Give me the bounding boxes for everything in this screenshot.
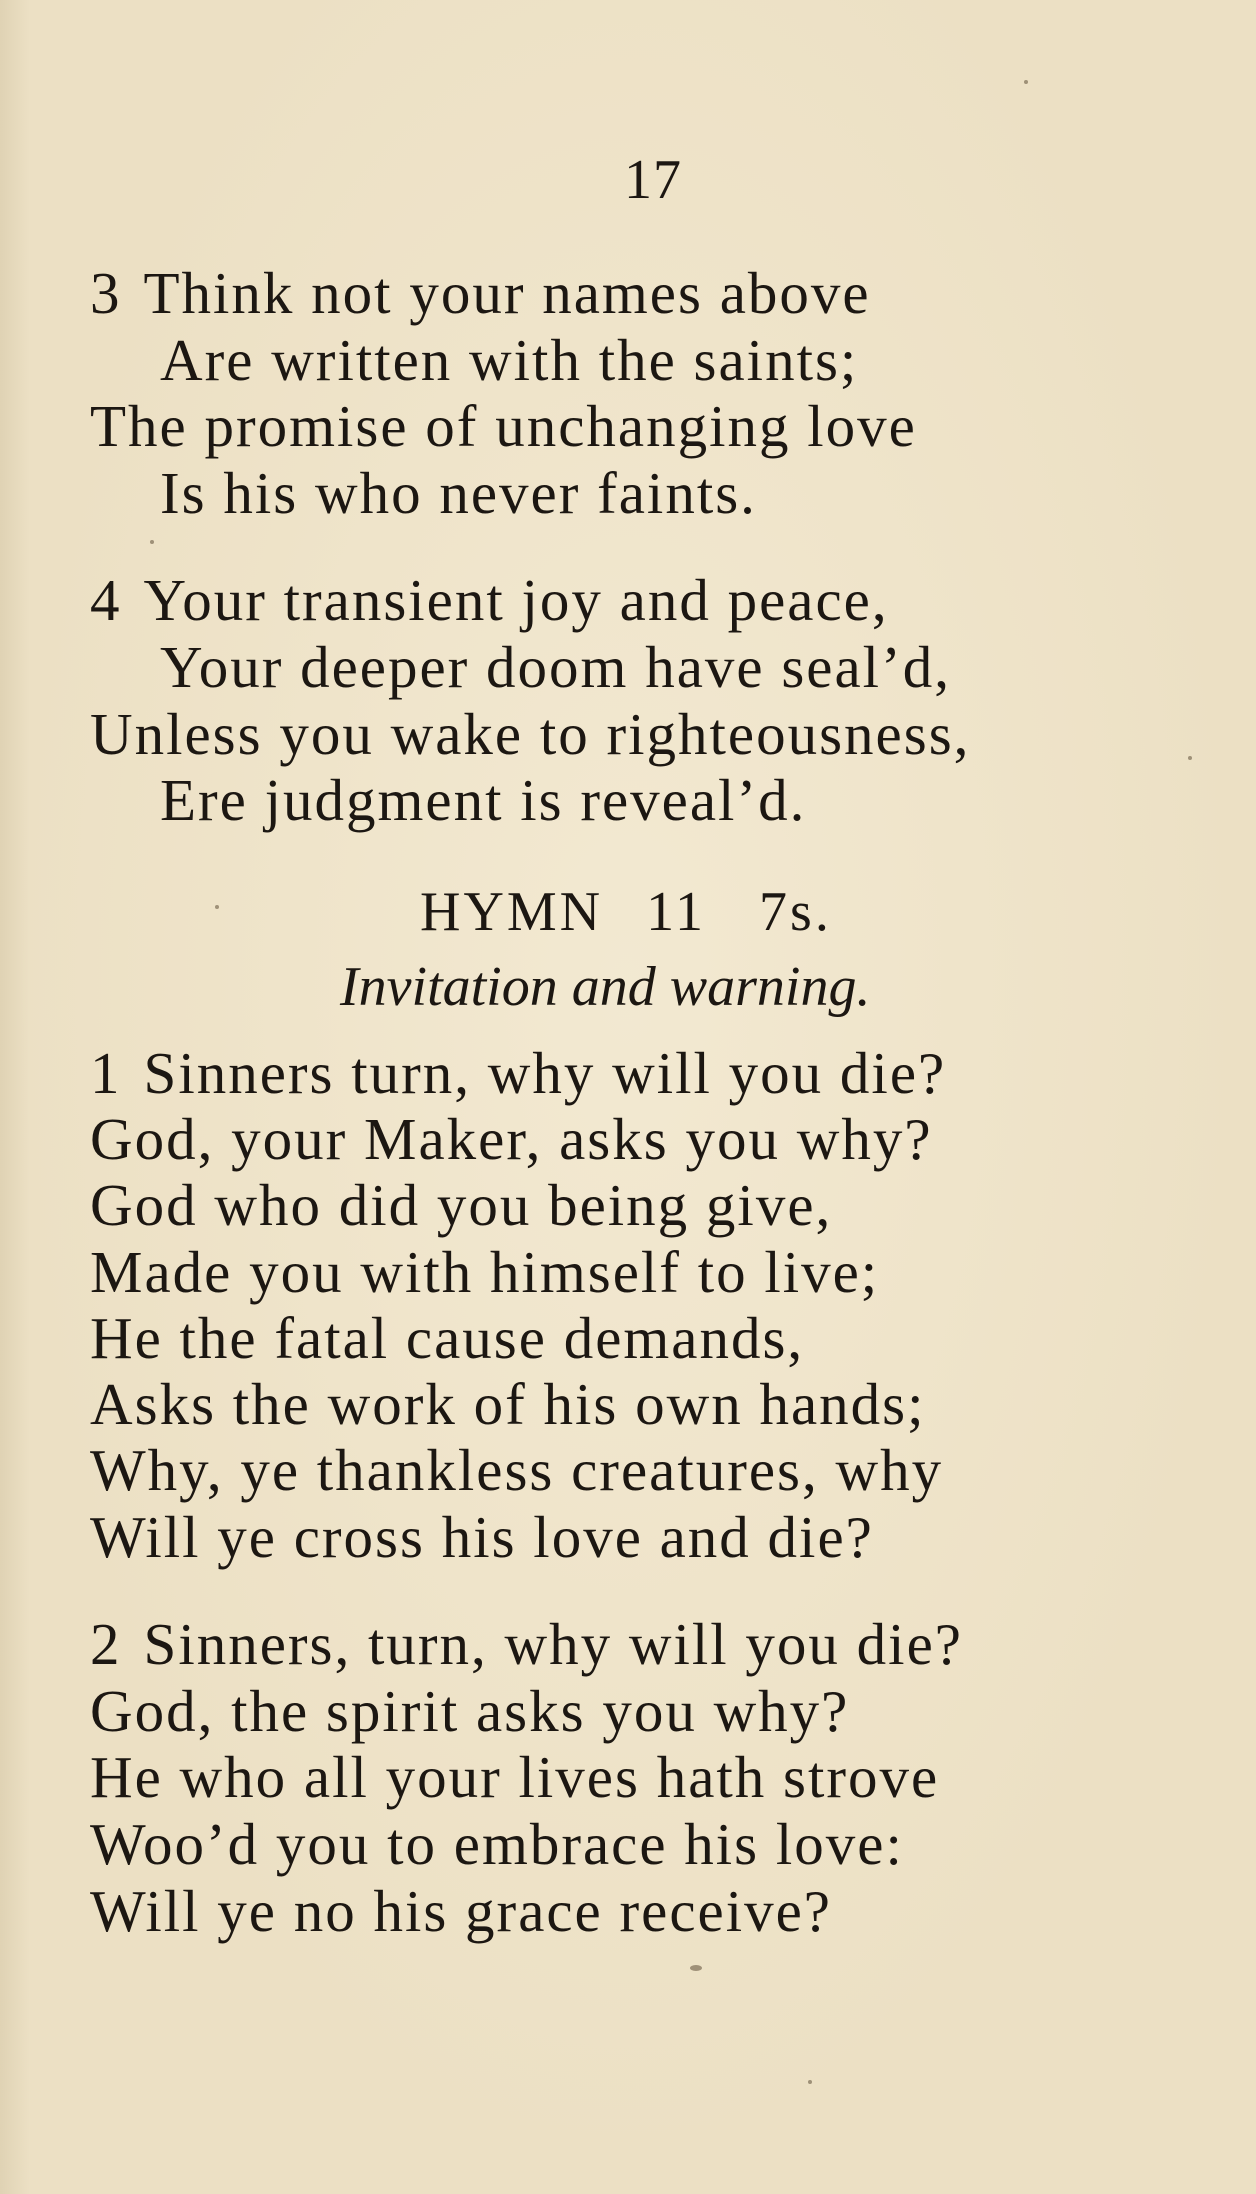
paper-speck xyxy=(690,1965,702,1971)
verse-number: 1 xyxy=(90,1040,122,1106)
verse-3-line-2: Are written with the saints; xyxy=(160,327,859,393)
verse-line-text: Sinners, turn, why will you die? xyxy=(143,1611,963,1677)
verse-4-line-1 xyxy=(90,565,889,635)
hymn-number: 11 xyxy=(646,881,707,943)
verse-3-line-4: Is his who never faints. xyxy=(160,460,757,526)
hymn-verse-1-line-3: God who did you being give, xyxy=(90,1172,833,1238)
hymn-meter: 7s. xyxy=(759,881,832,943)
verse-4-line-4: Ere judgment is reveal’d. xyxy=(160,767,807,833)
hymn-verse-1-line-5: He the fatal cause demands, xyxy=(90,1305,805,1371)
paper-speck xyxy=(150,540,154,544)
verse-line-text: Think not your names above xyxy=(143,260,871,326)
hymn-verse-1-line-2: God, your Maker, asks you why? xyxy=(90,1106,933,1172)
hymn-verse-2-line-3: He who all your lives hath strove xyxy=(90,1744,940,1810)
hymn-verse-1-line-7: Why, ye thankless creatures, why xyxy=(90,1437,944,1503)
paper-speck xyxy=(1024,80,1028,84)
paper-speck xyxy=(1188,756,1192,760)
page-number: 17 xyxy=(624,149,682,211)
hymn-subtitle: Invitation and warning. xyxy=(340,956,871,1018)
paper-speck xyxy=(808,2080,812,2084)
hymn-verse-1-line-8: Will ye cross his love and die? xyxy=(90,1504,874,1570)
verse-3-line-3: The promise of unchanging love xyxy=(90,393,917,459)
paper-speck xyxy=(215,905,219,909)
verse-number: 4 xyxy=(90,567,122,633)
hymn-verse-2-line-5: Will ye no his grace receive? xyxy=(90,1878,832,1944)
verse-number: 2 xyxy=(90,1611,122,1677)
hymn-verse-1-line-6: Asks the work of his own hands; xyxy=(90,1371,926,1437)
hymn-verse-2-line-2: God, the spirit asks you why? xyxy=(90,1678,850,1744)
verse-4-line-2: Your deeper doom have seal’d, xyxy=(160,634,951,700)
verse-number: 3 xyxy=(90,260,122,326)
hymn-title: HYMN xyxy=(420,881,604,943)
hymn-verse-1-line-1 xyxy=(90,1038,946,1108)
verse-4-line-3: Unless you wake to righteousness, xyxy=(90,701,971,767)
hymn-verse-1-line-4: Made you with himself to live; xyxy=(90,1239,880,1305)
hymn-verse-2-line-1 xyxy=(90,1609,963,1679)
verse-line-text: Your transient joy and peace, xyxy=(143,567,889,633)
hymn-verse-2-line-4: Woo’d you to embrace his love: xyxy=(90,1811,904,1877)
verse-3-line-1 xyxy=(90,258,871,328)
hymn-heading xyxy=(420,880,832,944)
verse-line-text: Sinners turn, why will you die? xyxy=(143,1040,947,1106)
